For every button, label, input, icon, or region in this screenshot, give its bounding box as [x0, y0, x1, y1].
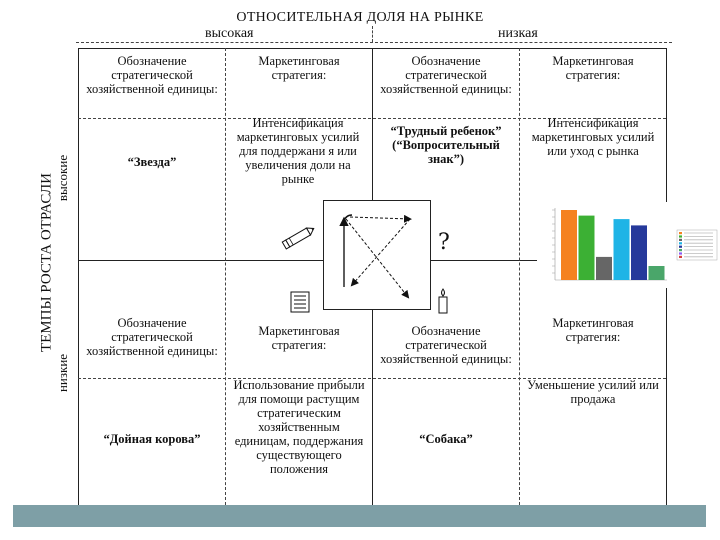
footer-bar: [13, 505, 706, 527]
cell-unit-label-3: Обозначение стратегической хозяйственной единицы:: [86, 316, 218, 358]
mini-chart-svg: [537, 202, 719, 288]
mini-chart-bar: [579, 216, 595, 280]
cell-unit-label-1: Обозначение стратегической хозяйственной единицы:: [86, 54, 218, 96]
star-strategy: Интенсификация маркетинговых усилий для поддержани я или увеличения доли на рынке: [236, 116, 360, 186]
cash-cow-strategy: Использование прибыли для помощи растущим стратегическим хозяйственным единицам, поддержания существующего положения: [233, 378, 365, 476]
dog-unit: “Собака”: [419, 432, 473, 446]
arrow-diagram: [324, 201, 430, 309]
mini-chart-legend: [677, 230, 717, 260]
cell-strategy-label-4: Маркетинговая стратегия:: [552, 316, 634, 344]
star-unit: “Звезда”: [127, 155, 177, 169]
cell-strategy-label-2: Маркетинговая стратегия:: [552, 54, 634, 82]
high-growth-label: высокие: [55, 154, 70, 202]
mini-chart-legend-swatch: [679, 252, 682, 254]
document-icon: [290, 291, 310, 313]
mini-chart-bar: [631, 225, 647, 280]
center-arrow-box: [323, 200, 431, 310]
mini-chart-legend-swatch: [679, 232, 682, 234]
mini-chart-legend-swatch: [679, 235, 682, 237]
question-mark-unit: “Трудный ребенок” (“Вопросительный знак”): [390, 124, 502, 166]
mini-chart-bar: [596, 257, 612, 280]
mini-chart-legend-swatch: [679, 242, 682, 244]
question-mark-symbol: ?: [438, 230, 450, 255]
cell-unit-label-2: Обозначение стратегической хозяйственной единицы:: [380, 54, 512, 96]
cash-cow-unit: “Дойная корова”: [103, 432, 201, 446]
mini-chart-legend-swatch: [679, 249, 682, 251]
mini-chart-bar: [649, 266, 665, 280]
mini-chart-bar: [614, 219, 630, 280]
header-dashed-line: [76, 42, 672, 43]
header-dashed-divider: [372, 26, 373, 42]
mini-chart-bar: [561, 210, 577, 280]
mini-chart-legend-swatch: [679, 246, 682, 248]
cell-unit-label-4: Обозначение стратегической хозяйственной единицы:: [380, 324, 512, 366]
mini-bar-chart: [537, 202, 719, 288]
dog-strategy: Уменьшение усилий или продажа: [527, 378, 659, 406]
pencil-icon: [280, 224, 318, 250]
high-share-label: высокая: [205, 26, 254, 41]
low-growth-label: низкие: [55, 353, 70, 393]
growth-rate-title: ТЕМПЫ РОСТА ОТРАСЛИ: [38, 173, 55, 353]
question-mark-strategy: Интенсификация маркетинговых усилий или уход с рынка: [531, 116, 655, 158]
candle-icon: [436, 288, 450, 314]
market-share-title: ОТНОСИТЕЛЬНАЯ ДОЛЯ НА РЫНКЕ: [236, 10, 484, 25]
low-share-label: низкая: [498, 26, 538, 41]
mini-chart-legend-swatch: [679, 239, 682, 241]
cell-strategy-label-1: Маркетинговая стратегия:: [258, 54, 340, 82]
cell-strategy-label-3: Маркетинговая стратегия:: [258, 324, 340, 352]
mini-chart-legend-swatch: [679, 256, 682, 258]
